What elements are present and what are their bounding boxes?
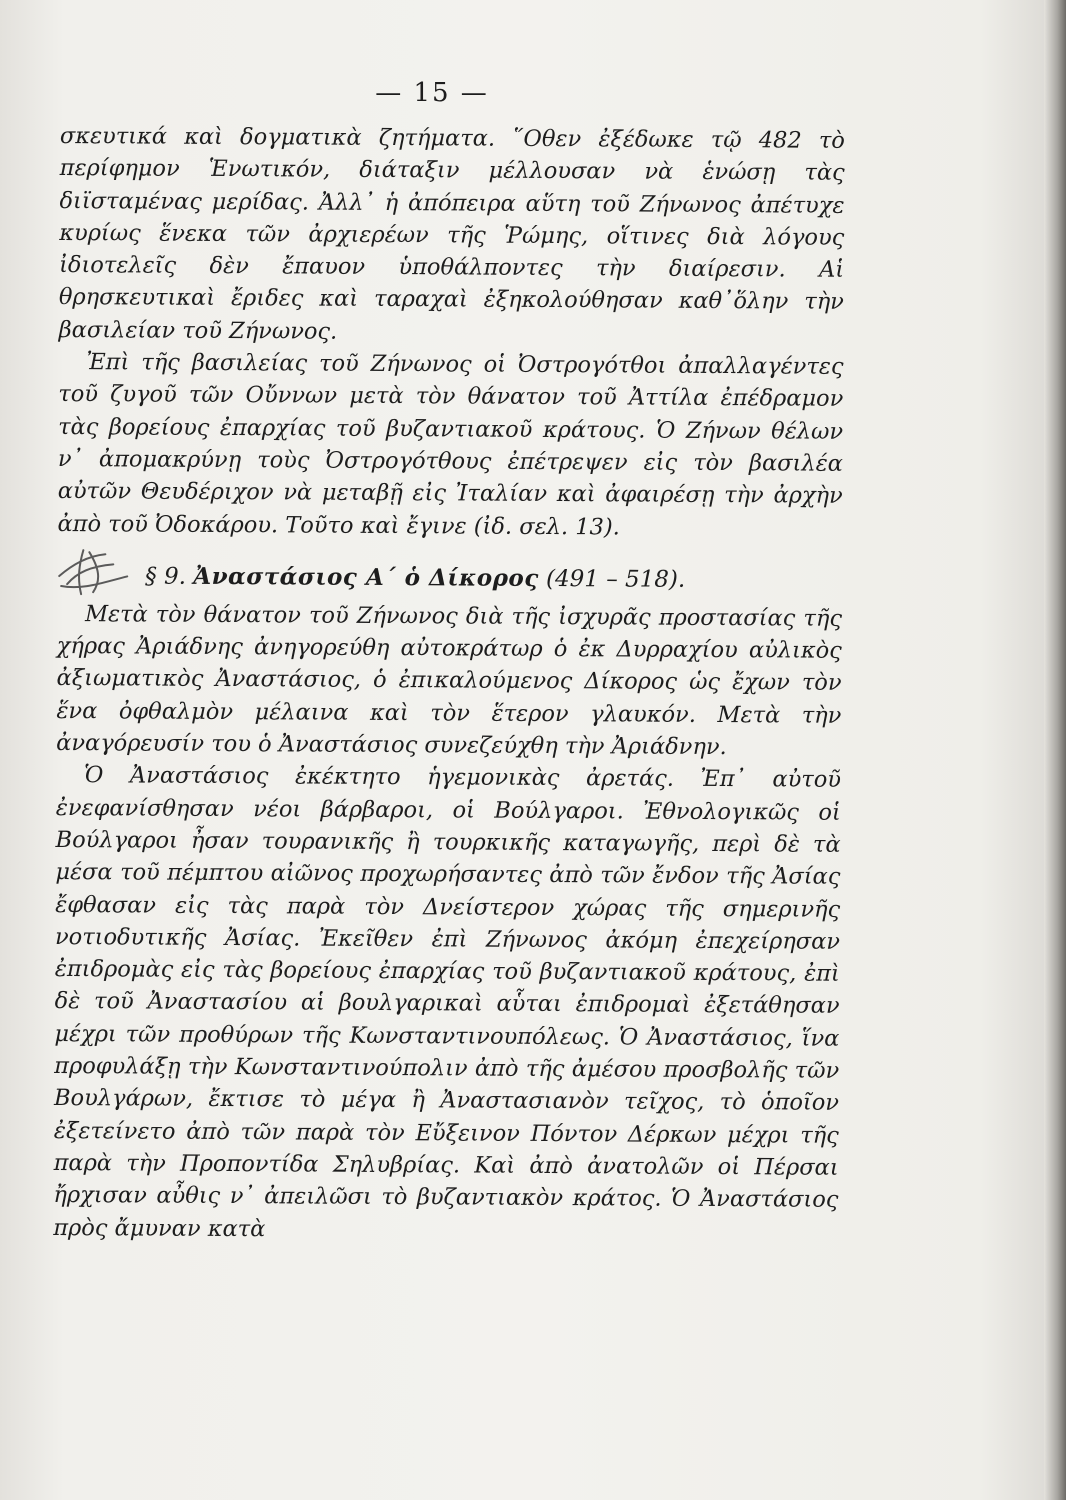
page-number: — 15 — (375, 78, 489, 108)
paragraph-1: σκευτικά καὶ δογματικὰ ζητήματα. ῞Οθεν ἐξέδωκε τῷ 482 τὸ περίφημον Ἑνωτικόν, διάταξιν μέλλουσαν νὰ ἑνώσῃ τὰς διϊσταμένας μερίδας. Ἀλλ᾿ ἡ ἀπόπειρα αὕτη τοῦ Ζήνωνος ἀπέτυχε κυρίως ἕνεκα τῶν ἀρχιερέων τῆς Ῥώμης, οἵτινες διὰ λόγους ἰδιοτελεῖς δὲν ἔπαυον ὑποθάλποντες τὴν διαίρεσιν. Αἱ θρησκευτικαὶ ἔριδες καὶ ταραχαὶ ἐξηκολούθησαν καθ᾿ὅλην τὴν βασιλείαν τοῦ Ζήνωνος. (58, 122, 845, 345)
section-heading (57, 554, 842, 603)
section-title: Ἀναστάσιος Α΄ ὁ Δίκορος (193, 562, 539, 592)
paragraph-3: Μετὰ τὸν θάνατον τοῦ Ζήνωνος διὰ τῆς ἰσχυρᾶς προστασίας τῆς χήρας Ἀριάδνης ἀνηγορεύθη αὐτοκράτωρ ὁ ἐκ Δυρραχίου αὐλικὸς ἀξιωματικὸς Ἀναστάσιος, ὁ ἐπικαλούμενος Δίκορος ὡς ἔχων τὸν ἕνα ὀφθαλμὸν μέλαινα καὶ τὸν ἕτερον γλαυκόν. Μετὰ τὴν ἀναγόρευσίν του ὁ Ἀναστάσιος συνεζεύχθη τὴν Ἀριάδνην. (56, 601, 843, 761)
page-body (53, 120, 845, 1249)
section-dates: (491 – 518). (546, 565, 686, 593)
section-marker: § 9. (145, 563, 187, 590)
paragraph-4: Ὁ Ἀναστάσιος ἐκέκτητο ἡγεμονικὰς ἀρετάς. Ἐπ᾿ αὐτοῦ ἐνεφανίσθησαν νέοι βάρβαροι, οἱ Βούλγαροι. Ἐθνολογικῶς οἱ Βούλγαροι ἦσαν τουρανικῆς ἢ τουρκικῆς καταγωγῆς, περὶ δὲ τὰ μέσα τοῦ πέμπτου αἰῶνος προχωρήσαντες ἀπὸ τῶν ἔνδον τῆς Ἀσίας ἔφθασαν εἰς τὰς παρὰ τὸν Δνείστερον χώρας τῆς σημερινῆς νοτιοδυτικῆς Ἀσίας. Ἐκεῖθεν ἐπὶ Ζήνωνος ἀκόμη ἐπεχείρησαν ἐπιδρομὰς εἰς τὰς βορείους ἐπαρχίας τοῦ βυζαντιακοῦ κράτους, ἐπὶ δὲ τοῦ Ἀναστασίου αἱ βουλγαρικαὶ αὗται ἐπιδρομαὶ ἐξετάθησαν μέχρι τῶν προθύρων τῆς Κωνσταντινουπόλεως. Ὁ Ἀναστάσιος, ἵνα προφυλάξῃ τὴν Κωνσταντινούπολιν ἀπὸ τῆς ἀμέσου προσβολῆς τῶν Βουλγάρων, ἔκτισε τὸ μέγα ἢ Ἀναστασιανὸν τεῖχος, τὸ ὁποῖον ἐξετείνετο ἀπὸ τῶν παρὰ τὸν Εὔξεινον Πόντον Δέρκων μέχρι τῆς παρὰ τὴν Προποντίδα Σηλυβρίας. Καὶ ἀπὸ ἀνατολῶν οἱ Πέρσαι ἤρχισαν αὖθις ν᾿ ἀπειλῶσι τὸ βυζαντιακὸν κράτος. Ὁ Ἀναστάσιος πρὸς ἄμυναν κατὰ (53, 762, 842, 1242)
paragraph-2: Ἐπὶ τῆς βασιλείας τοῦ Ζήνωνος οἱ Ὀστρογότθοι ἀπαλλαγέντες τοῦ ζυγοῦ τῶν Οὔννων μετὰ τὸν θάνατον τοῦ Ἀττίλα ἐπέδραμον τὰς βορείους ἐπαρχίας τοῦ βυζαντιακοῦ κράτους. Ὁ Ζήνων θέλων ν᾿ ἀπομακρύνῃ τοὺς Ὀστρογότθους ἐπέτρεψεν εἰς τὸν βασιλέα αὐτῶν Θευδέριχον νὰ μεταβῇ εἰς Ἰταλίαν καὶ ἀφαιρέσῃ τὴν ἀρχὴν ἀπὸ τοῦ Ὀδοκάρου. Τοῦτο καὶ ἔγινε (ἰδ. σελ. 13). (57, 349, 844, 540)
section-heading-text (145, 554, 685, 601)
handwritten-mark-icon (53, 546, 133, 598)
book-spine-shadow (1044, 0, 1066, 1500)
